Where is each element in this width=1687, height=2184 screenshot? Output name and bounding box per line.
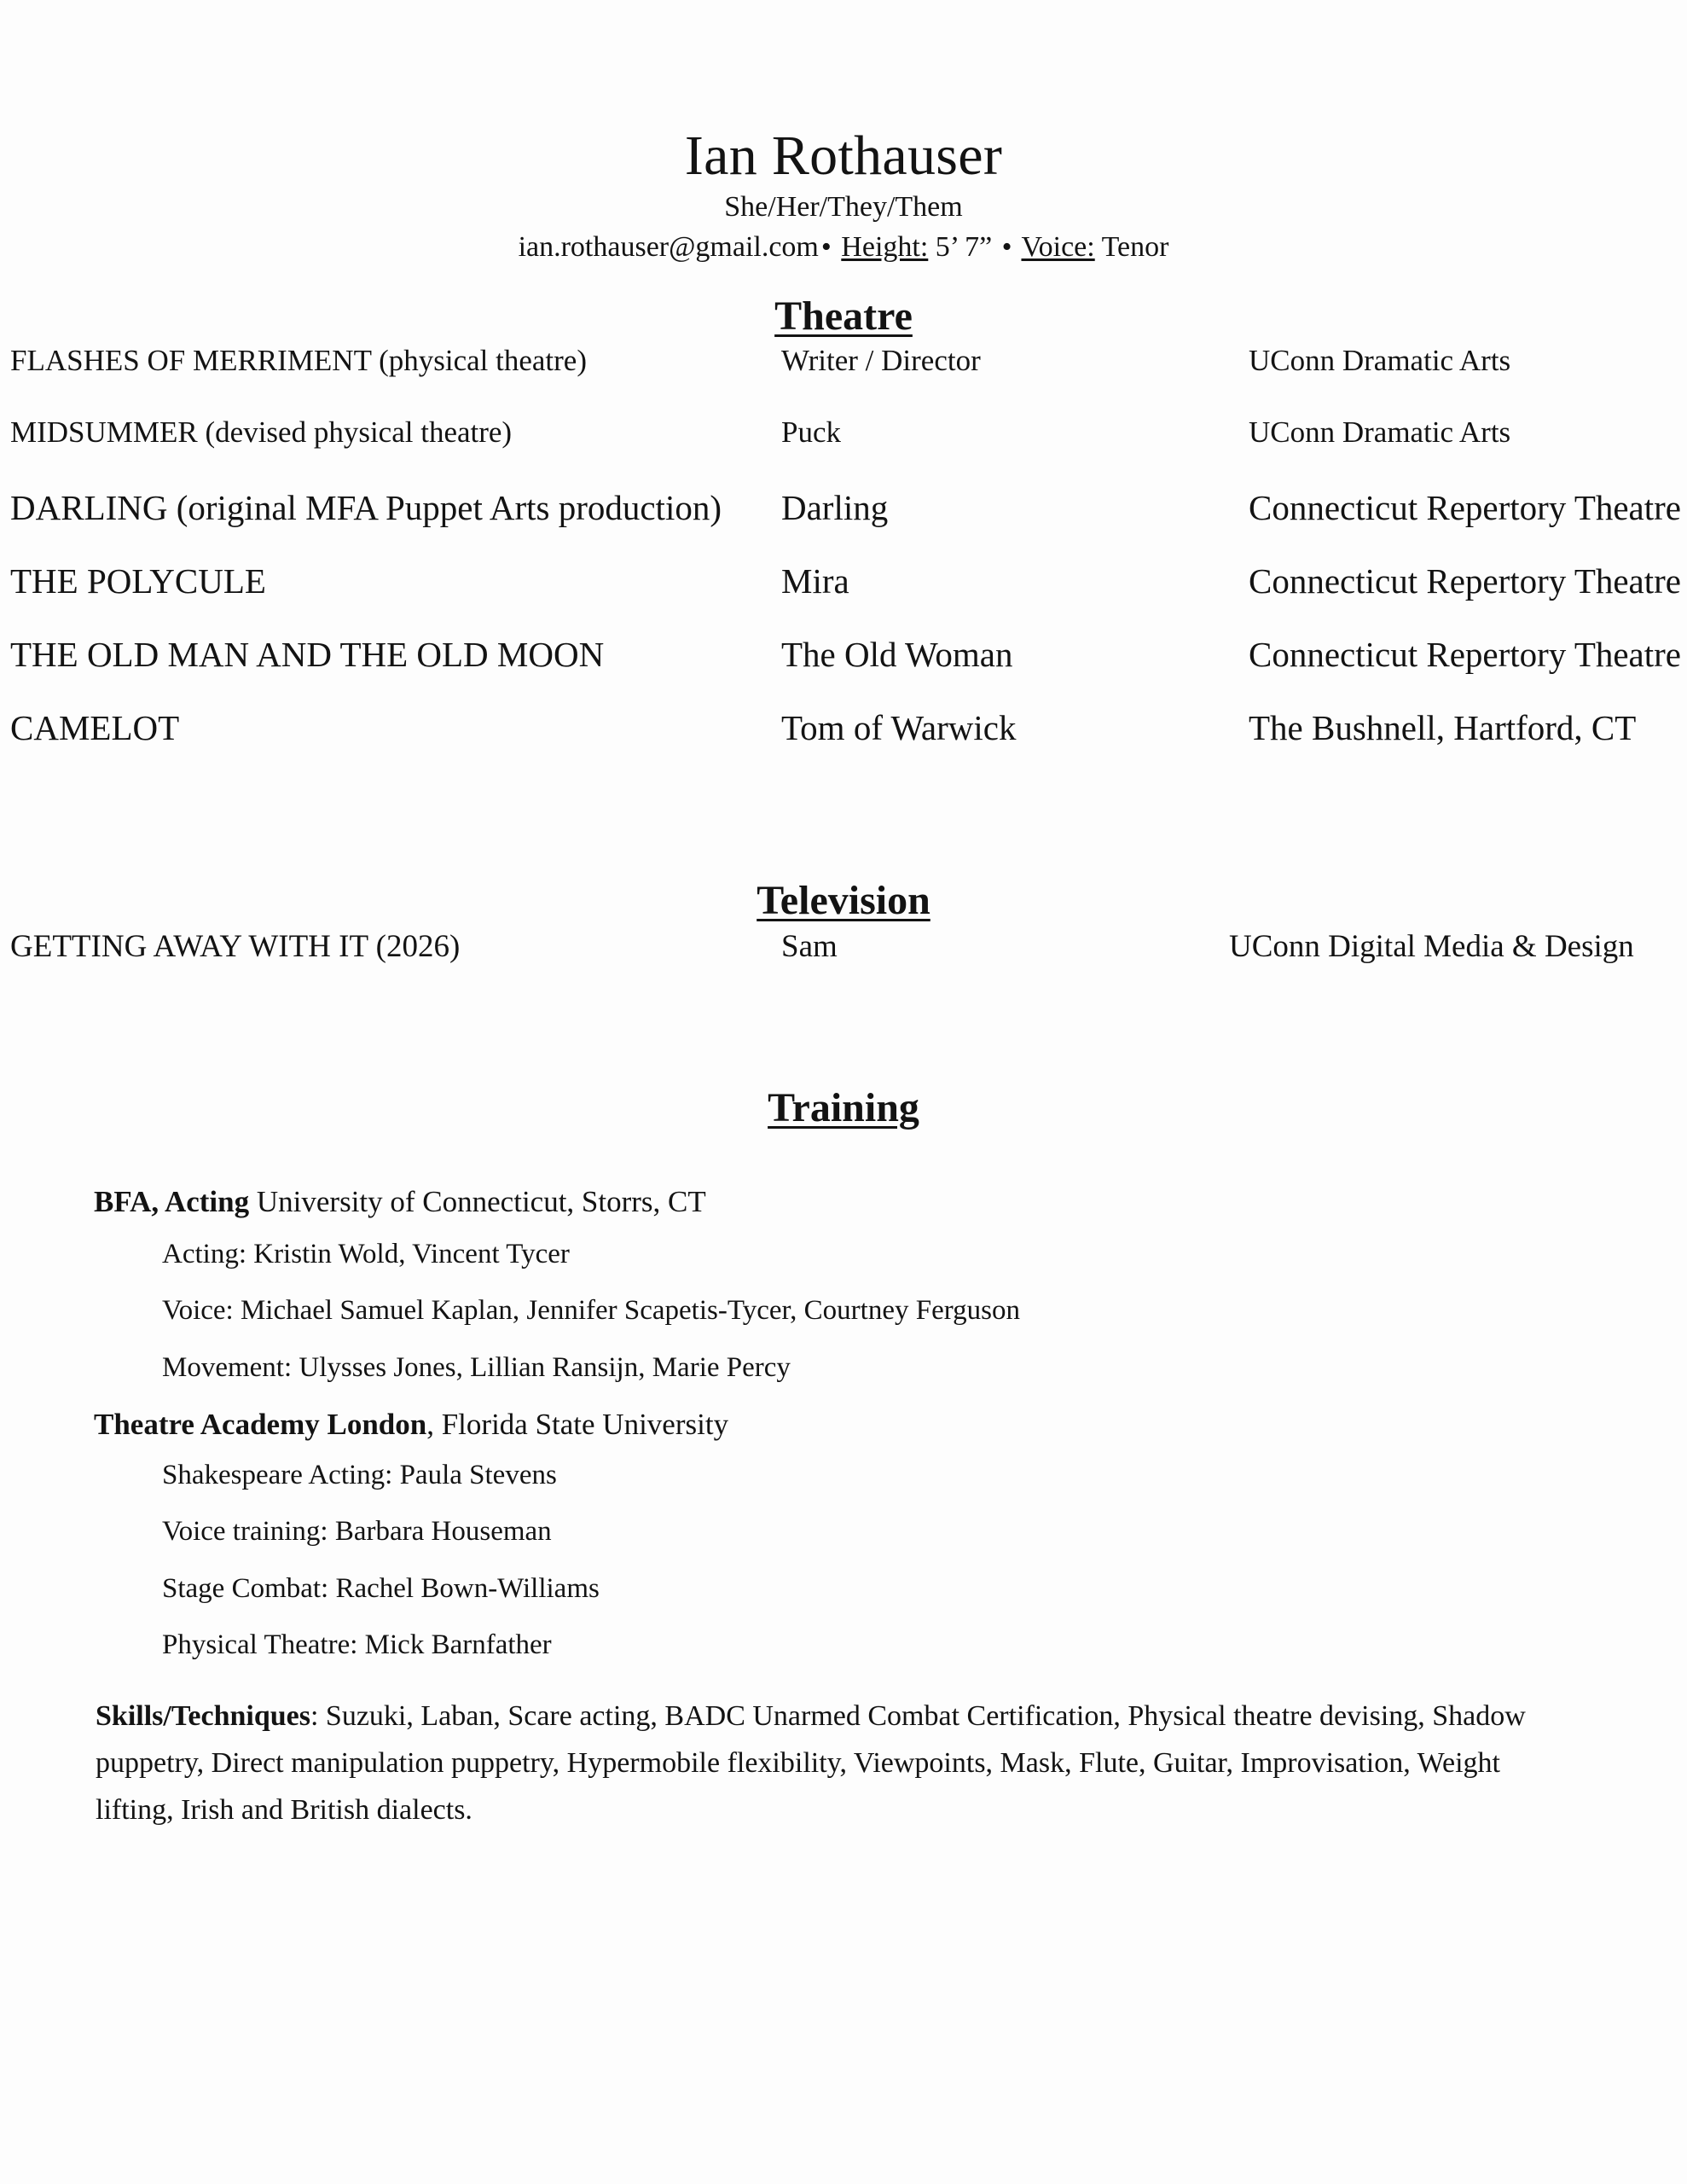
page-title: Ian Rothauser (684, 125, 1003, 187)
credit-house: UConn Digital Media & Design (1229, 928, 1634, 964)
credit-title: THE POLYCULE (10, 561, 266, 601)
training-school (0, 1180, 1687, 1225)
credit-house: UConn Dramatic Arts (1249, 343, 1511, 377)
resume-header (0, 0, 1687, 265)
training-school (0, 1403, 1687, 1448)
section-heading-television: Television (757, 877, 930, 923)
training-item: Stage Combat: Rachel Bown-Williams (162, 1572, 600, 1604)
contact-line (0, 229, 1687, 266)
training-item: Voice: Michael Samuel Kaplan, Jennifer Scapetis-Tycer, Courtney Ferguson (162, 1295, 1020, 1327)
skills-label: Skills/Techniques (96, 1699, 310, 1732)
credit-role: Darling (781, 487, 889, 527)
credit-title: DARLING (original MFA Puppet Arts production) (10, 487, 722, 527)
training-item: Acting: Kristin Wold, Vincent Tycer (162, 1238, 570, 1269)
pronouns-line: She/Her/They/Them (724, 191, 963, 223)
table-row (0, 411, 1687, 483)
credit-house: Connecticut Repertory Theatre (1249, 634, 1681, 674)
height-label: Height: (841, 230, 929, 263)
training-degree: Theatre Academy London (94, 1408, 427, 1442)
skills-text: : Suzuki, Laban, Scare acting, BADC Unarmed Combat Certification, Physical theatre devising, Shadow puppetry, Direct manipulation puppetry, Hypermobile flexibility, Viewpoints, Mask, Flute, Guitar, Improvisation, Weight lifting, Irish and British dialects. (96, 1699, 1526, 1827)
credit-house: Connecticut Repertory Theatre (1249, 561, 1681, 601)
credit-house: UConn Dramatic Arts (1249, 415, 1511, 449)
credit-house: The Bushnell, Hartford, CT (1249, 707, 1637, 747)
height-value: 5’ 7” (935, 230, 993, 263)
section-heading-theatre: Theatre (774, 293, 913, 339)
table-row (0, 483, 1687, 556)
section-spacer (0, 992, 1687, 1086)
training-item: Shakespeare Acting: Paula Stevens (162, 1459, 557, 1490)
table-row (0, 630, 1687, 703)
credit-role: Puck (781, 415, 841, 449)
table-row (0, 703, 1687, 776)
section-spacer (0, 1130, 1687, 1180)
credit-house: Connecticut Repertory Theatre (1249, 487, 1681, 527)
credit-role: Mira (781, 561, 849, 601)
credit-role: Writer / Director (781, 343, 981, 377)
bullet-separator-1: • (820, 230, 832, 263)
email-text: ian.rothauser@gmail.com (518, 230, 819, 263)
credit-title: FLASHES OF MERRIMENT (physical theatre) (10, 343, 587, 377)
credit-title: MIDSUMMER (devised physical theatre) (10, 415, 513, 449)
training-body (0, 1180, 1687, 1833)
training-institution: , Florida State University (426, 1408, 729, 1442)
table-row (0, 340, 1687, 411)
credit-title: GETTING AWAY WITH IT (2026) (10, 928, 461, 964)
section-spacer (0, 776, 1687, 879)
voice-label: Voice: (1021, 230, 1095, 263)
theatre-credits-table (0, 340, 1687, 776)
table-row (0, 924, 1687, 992)
voice-value: Tenor (1101, 230, 1169, 263)
table-row (0, 556, 1687, 630)
training-item: Physical Theatre: Mick Barnfather (162, 1629, 552, 1661)
credit-role: The Old Woman (781, 634, 1013, 674)
credit-role: Tom of Warwick (781, 707, 1017, 747)
credit-role: Sam (781, 928, 838, 964)
training-degree: BFA, Acting (94, 1185, 250, 1219)
training-institution: University of Connecticut, Storrs, CT (249, 1185, 706, 1219)
credit-title: CAMELOT (10, 707, 180, 747)
bullet-separator-2: • (1001, 230, 1012, 263)
credit-title: THE OLD MAN AND THE OLD MOON (10, 634, 605, 674)
training-item: Voice training: Barbara Houseman (162, 1516, 552, 1548)
television-credits-table (0, 924, 1687, 992)
skills-paragraph (0, 1693, 1687, 1833)
section-heading-training: Training (768, 1084, 919, 1130)
training-item: Movement: Ulysses Jones, Lillian Ransijn, Marie Percy (162, 1351, 791, 1383)
